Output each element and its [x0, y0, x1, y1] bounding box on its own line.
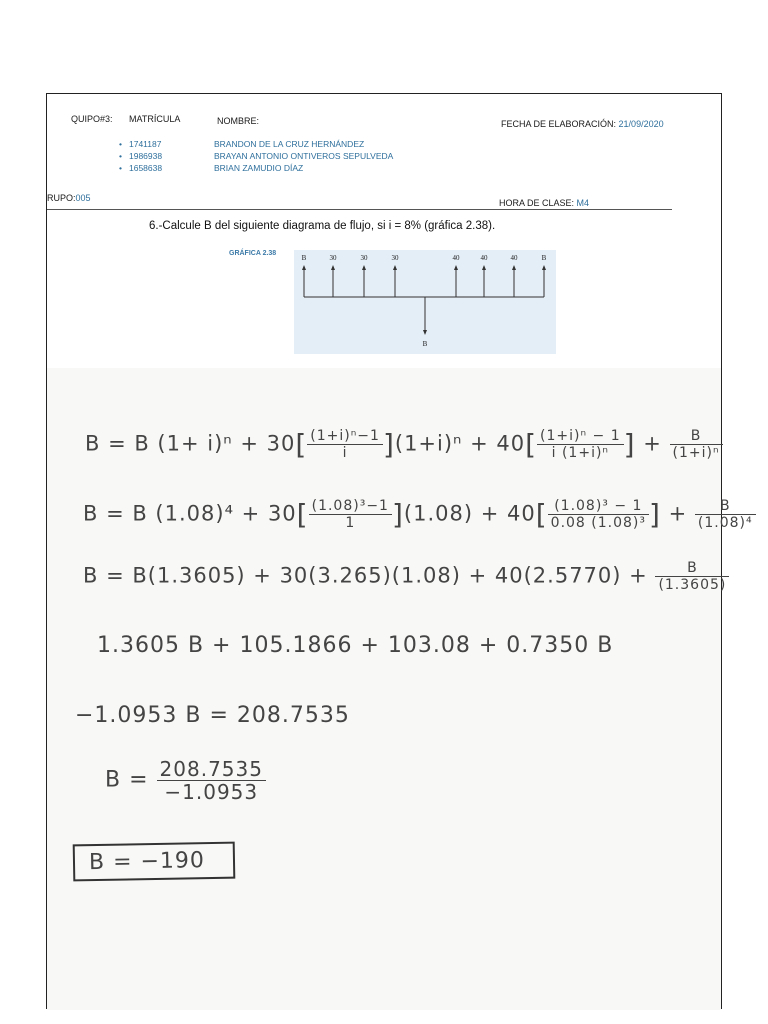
fecha-label [501, 119, 664, 129]
eq1-f2-den: i (1+i)ⁿ [551, 445, 609, 461]
flow-label: B [541, 254, 547, 262]
eq3-text: B = B(1.3605) + 30(3.265)(1.08) + 40(2.5770) + [83, 563, 648, 588]
eq1-f2-num: (1+i)ⁿ − 1 [537, 428, 624, 445]
flow-label: 40 [452, 254, 460, 262]
eq1-fraction-2 [537, 428, 624, 461]
matricula-item: • 1986938 [119, 150, 162, 162]
eq2-fraction-2 [548, 498, 649, 531]
grupo-label [47, 193, 91, 203]
eq3-fraction [655, 560, 729, 593]
fecha-value: 21/09/2020 [618, 119, 664, 129]
eq1-f3-num: B [670, 428, 723, 445]
eq2-f3-num: B [695, 498, 756, 515]
flow-label: 30 [360, 254, 368, 262]
eq2-f2-den: 0.08 (1.08)³ [550, 515, 646, 531]
matricula-label: MATRÍCULA [129, 114, 181, 124]
equipo-label: QUIPO#3: [71, 114, 113, 124]
hora-label-text: HORA DE CLASE: [499, 198, 575, 208]
eq1-f1-den: i [342, 445, 348, 461]
handwritten-solution [47, 368, 753, 1010]
eq1-plus: + [643, 431, 662, 456]
equation-line-6 [105, 758, 266, 803]
eq2-fraction-1 [309, 498, 392, 531]
hora-value: M4 [576, 198, 590, 208]
nombre-item: BRANDON DE LA CRUZ HERNÁNDEZ [214, 139, 365, 149]
cash-flow-diagram [294, 250, 556, 354]
printed-header [47, 94, 721, 368]
eq2-fraction-3 [695, 498, 756, 531]
eq1-fraction-3 [670, 428, 723, 461]
eq6-den: −1.0953 [164, 780, 259, 804]
eq3-f-num: B [655, 560, 729, 577]
flow-label-bottom: B [422, 340, 428, 348]
eq6-fraction [157, 758, 266, 803]
eq3-f-den: (1.3605) [658, 577, 727, 593]
hora-label [499, 198, 589, 208]
cash-flow-svg [294, 250, 556, 354]
equation-line-2: B = B (1.08)⁴ + 30[ $\frac{\text{(1.08)³−1}}{1}$ ](1.08) + 40[ $\frac{\text{(1.08)³ − 1}}{\text{0.08 (1.08)³}}$ ] + $\frac{B}{\text{(1.08)⁴}}$ [83, 498, 756, 531]
nombre-list [214, 138, 393, 174]
eq2-plus: + [668, 501, 688, 526]
eq2-mid: (1.08) + 40 [403, 501, 536, 526]
eq2-f2-num: (1.08)³ − 1 [548, 498, 649, 515]
final-answer: B = −190 [73, 842, 236, 882]
fecha-label-text: FECHA DE ELABORACIÓN: [501, 119, 617, 129]
grupo-label-text: RUPO: [47, 193, 76, 203]
nombre-item: BRAYAN ANTONIO ONTIVEROS SEPULVEDA [214, 151, 394, 161]
flow-label: 30 [329, 254, 337, 262]
final-answer-box [73, 843, 235, 880]
eq1-mid: (1+i)ⁿ + 40 [394, 431, 526, 456]
eq2-f1-den: 1 [345, 515, 356, 531]
figure-label: GRÁFICA 2.38 [229, 250, 277, 257]
equation-line-5: −1.0953 B = 208.7535 [75, 703, 350, 728]
grupo-value: 005 [75, 193, 91, 203]
document-page [46, 93, 753, 1009]
equation-line-1: B = B (1+ i)ⁿ + 30[ $\frac{\text{(1+i)ⁿ−1}}{i}$ ](1+i)ⁿ + 40[ $\frac{\text{(1+i)ⁿ − 1}}{\text{i (1+i)ⁿ}}$ ] + $\frac{B}{\text{(1+i)ⁿ}}$ [85, 428, 723, 461]
matricula-item: • 1741187 [119, 138, 162, 150]
nombre-item: BRIAN ZAMUDIO DÍAZ [214, 163, 304, 173]
nombre-label: NOMBRE: [217, 116, 260, 126]
matricula-list [119, 138, 162, 174]
eq1-fraction-1 [307, 428, 383, 461]
eq6-start: B = [105, 767, 149, 793]
matricula-item: • 1658638 [119, 162, 162, 174]
flow-label: 40 [510, 254, 518, 262]
eq1-f1-num: (1+i)ⁿ−1 [307, 428, 383, 445]
flow-label: 30 [391, 254, 399, 262]
eq2-start: B = B (1.08)⁴ + 30 [83, 501, 297, 526]
header-divider [47, 209, 672, 210]
equation-line-3 [83, 560, 729, 593]
question-text: 6.-Calcule B del siguiente diagrama de flujo, si i = 8% (gráfica 2.38). [149, 220, 496, 232]
eq1-start: B = B (1+ i)ⁿ + 30 [85, 431, 296, 456]
eq6-num: 208.7535 [157, 758, 266, 781]
flow-label: 40 [480, 254, 488, 262]
eq2-f3-den: (1.08)⁴ [697, 515, 753, 531]
flow-label: B [301, 254, 307, 262]
eq2-f1-num: (1.08)³−1 [309, 498, 392, 515]
eq1-f3-den: (1+i)ⁿ [672, 445, 720, 461]
equation-line-4: 1.3605 B + 105.1866 + 103.08 + 0.7350 B [97, 633, 614, 658]
